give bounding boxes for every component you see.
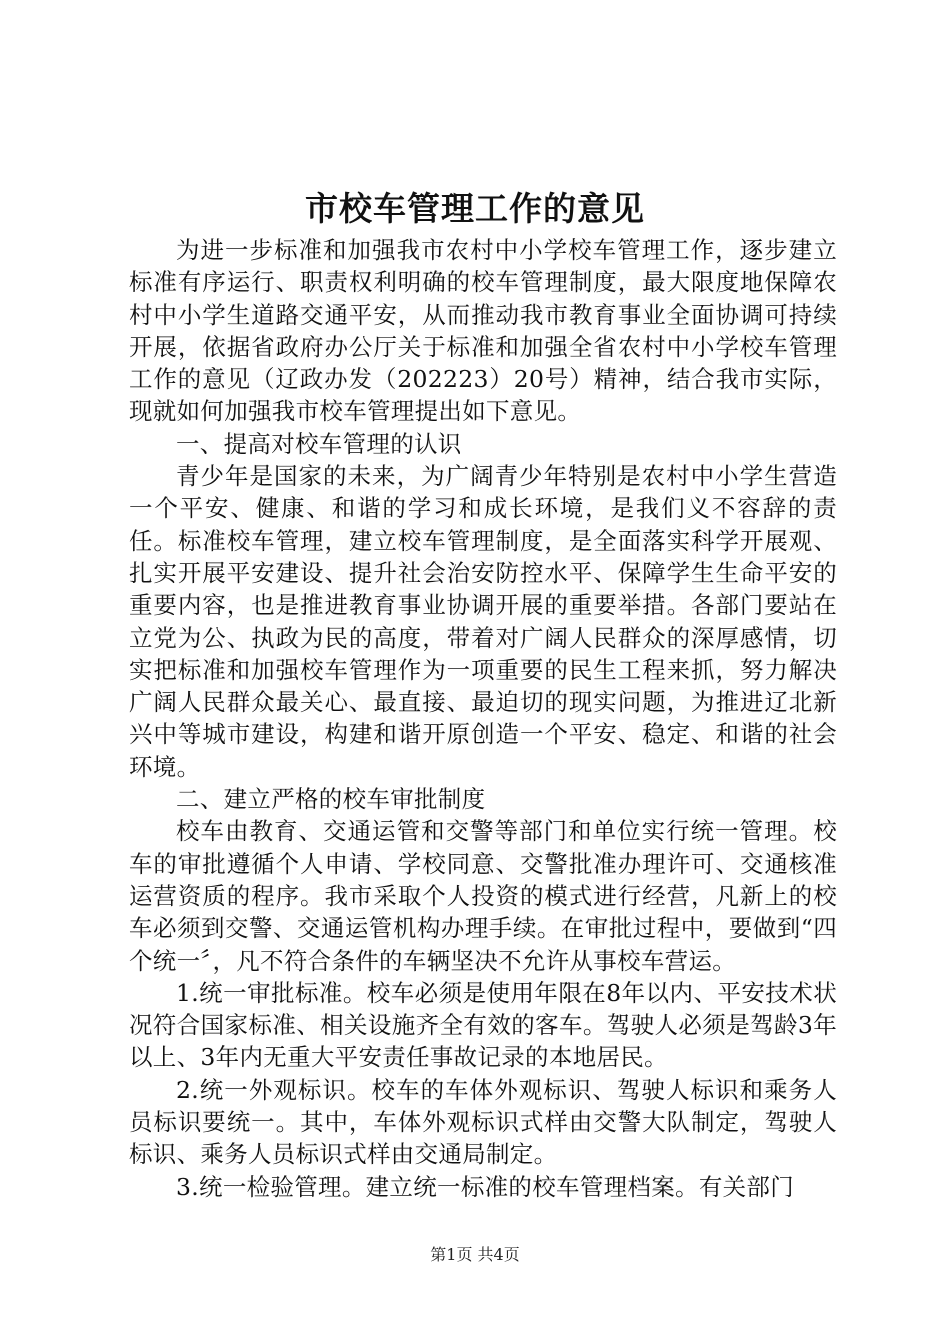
list-item-3: 3.统一检验管理。建立统一标准的校车管理档案。有关部门 [176,1172,795,1201]
section-heading-1: 一、提高对校车管理的认识 [176,429,462,458]
paragraph-section-1: 青少年是国家的未来，为广阔青少年特别是农村中小学生营造一个平安、健康、和谐的学习和成长环境，是我们义不容辞的责任。标准校车管理，建立校车管理制度，是全面落实科学开展观、扎实开展平安建设、提升社会治安防控水平、保障学生生命平安的重要内容，也是推进教育事业协调开展的重要举措。各部门要站在立党为公、执政为民的高度，带着对广阔人民群众的深厚感情，切实把标准和加强校车管理作为一项重要的民生工程来抓，努力解决广阔人民群众最关心、最直接、最迫切的现实问题，为推进辽北新兴中等城市建设，构建和谐开原创造一个平安、稳定、和谐的社会环境。 [129,462,837,781]
list-item-1: 1.统一审批标准。校车必须是使用年限在8年以内、平安技术状况符合国家标准、相关设施齐全有效的客车。驾驶人必须是驾龄3年以上、3年内无重大平安责任事故记录的本地居民。 [129,978,837,1072]
page-footer: 第1页 共4页 [430,1245,520,1264]
document-title: 市校车管理工作的意见 [305,189,645,228]
paragraph-intro: 为进一步标准和加强我市农村中小学校车管理工作，逐步建立标准有序运行、职责权利明确的校车管理制度，最大限度地保障农村中小学生道路交通平安，从而推动我市教育事业全面协调可持续开展，依据省政府办公厅关于标准和加强全省农村中小学校车管理工作的意见（辽政办发（202223）20号）精神，结合我市实际，现就如何加强我市校车管理提出如下意见。 [129,236,837,426]
section-heading-2: 二、建立严格的校车审批制度 [176,785,486,814]
list-item-2: 2.统一外观标识。校车的车体外观标识、驾驶人标识和乘务人员标识要统一。其中，车体外观标识式样由交警大队制定，驾驶人标识、乘务人员标识式样由交通局制定。 [129,1075,837,1169]
document-body [129,234,837,1203]
paragraph-section-2: 校车由教育、交通运管和交警等部门和单位实行统一管理。校车的审批遵循个人申请、学校同意、交警批准办理许可、交通核准运营资质的程序。我市采取个人投资的模式进行经营，凡新上的校车必须到交警、交通运管机构办理手续。在审批过程中，要做到“四个统一〞，凡不符合条件的车辆坚决不允许从事校车营运。 [129,817,837,975]
